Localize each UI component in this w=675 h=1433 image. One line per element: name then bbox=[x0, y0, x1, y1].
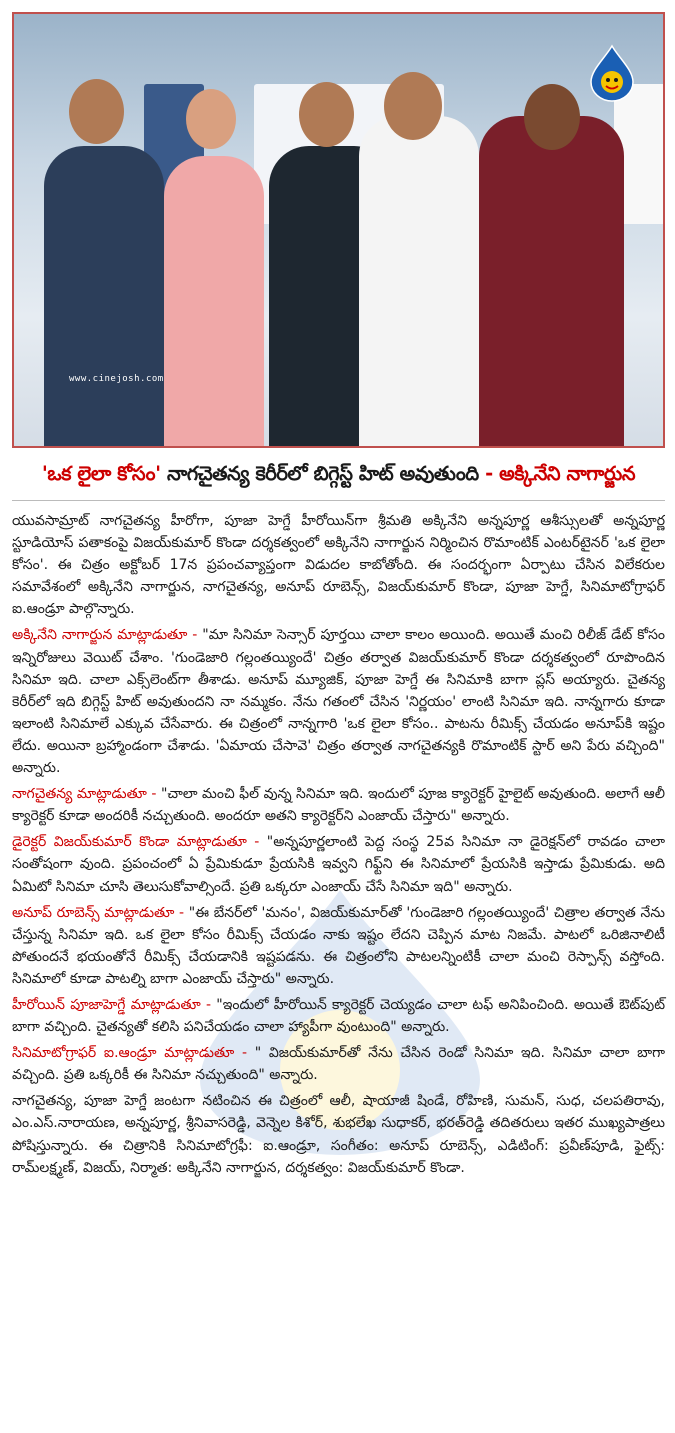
quote-paragraph bbox=[12, 783, 665, 827]
quote-text: "ఇందులో హీరోయిన్ క్యారెక్టర్ చెయ్యడం చాలా టఫ్ అనిపించింది. అయితే ఔట్‌పుట్ బాగా వచ్చింది. చైతన్యతో కలిసి పనిచేయడం చాలా హ్యాపీగా వుంటుంది" అన్నారు. bbox=[12, 996, 665, 1036]
person-1 bbox=[44, 146, 164, 446]
quote-text: " విజయ్‌కుమార్‌తో నేను చేసిన రెండో సినిమా ఇది. సినిమా చాలా బాగా వచ్చింది. ప్రతి ఒక్కరికీ ఈ సినిమా నచ్చుతుంది" అన్నారు. bbox=[12, 1045, 665, 1084]
headline bbox=[12, 462, 665, 490]
person-4-head bbox=[384, 72, 442, 140]
person-4 bbox=[359, 116, 479, 446]
quote-text: "చాలా మంచి ఫీల్ వున్న సినిమా ఇది. ఇందులో పూజ క్యారెక్టర్ హైలైట్ అవుతుంది. అలాగే ఆలీ క్యారెక్టర్ కూడా అందరికీ నచ్చుతుంది. అందరూ అతని క్యారెక్టర్‌ని ఎంజాయ్ చేస్తారు" అన్నారు. bbox=[12, 786, 665, 825]
photo-watermark: www.cinejosh.com bbox=[69, 374, 164, 384]
person-5 bbox=[479, 116, 624, 446]
quote-text: "అన్నపూర్ణలాంటి పెద్ద సంస్థ 25వ సినిమా నా డైరెక్షన్‌లో రావడం చాలా సంతోషంగా వుంది. ప్రపంచంలో ఏ ప్రేమికుడూ ప్రేయసికి ఇవ్వని గిఫ్ట్‌ని ఈ సినిమాలో ప్రేయసికి ఇస్తాడు ప్రేమికుడు. అది ఏమిటో సినిమా చూసి తెలుసుకోవాల్సిందే. ప్రతి ఒక్కరూ ఎంజాయ్ చేసే సినిమా ఇది" అన్నారు. bbox=[12, 834, 666, 895]
headline-speaker: - అక్కినేని నాగార్జున bbox=[485, 462, 636, 485]
person-5-head bbox=[524, 84, 580, 150]
quote-speaker: సినిమాటోగ్రాఫర్ ఐ.ఆండ్రూ మాట్లాడుతూ - bbox=[12, 1045, 255, 1062]
headline-film-title: 'ఒక లైలా కోసం' bbox=[41, 462, 161, 485]
quote-speaker: అక్కినేని నాగార్జున మాట్లాడుతూ - bbox=[12, 627, 203, 644]
article-body bbox=[12, 510, 665, 1183]
quote-text: "మా సినిమా సెన్సార్ పూర్తయి చాలా కాలం అయింది. అయితే మంచి రిలీజ్ డేట్ కోసం ఇన్నిరోజులు వెయిట్ చేశాం. 'గుండెజారి గల్లంతయ్యిందే' చిత్రం తర్వాత విజయ్‌కుమార్ కొండా దర్శకత్వంలో రూపొందిన సినిమా ఇది. చాలా ఎక్స్‌లెంట్‌గా తీశాడు. అనూప్ మ్యూజిక్, పూజా హెగ్డే ఈ సినిమాకి బాగా ప్లస్ అయ్యారు. చైతన్య కెరీర్‌లో ఇది బిగ్గెస్ట్ హిట్ అవుతుందని నా నమ్మకం. నేను గతంలో చేసిన 'నిర్ణయం' లాంటి సినిమా ఇది. నాన్నగారు కూడా ఇలాంటి సినిమాలే ఎక్కువ చేసేవారు. ఈ చిత్రంలో నాన్నగారి 'ఒక లైలా కోసం.. పాటను రీమిక్స్ చేయడం అనూప్‌కి ఇష్టం లేదు. అయినా బ్రహ్మాండంగా చేశాడు. 'ఏమాయ చేసావె' చిత్రం తర్వాత నాగచైతన్యకి రొమాంటిక్ స్టార్ అని పేరు వచ్చింది" అన్నారు. bbox=[12, 627, 665, 777]
quote-speaker: అనూప్ రూబెన్స్ మాట్లాడుతూ - bbox=[12, 904, 189, 921]
headline-text: నాగచైతన్య కెరీర్‌లో బిగ్గెస్ట్ హిట్ అవుతుంది bbox=[160, 462, 486, 485]
article-intro: యువసామ్రాట్ నాగచైతన్య హీరోగా, పూజా హెగ్డే హీరోయిన్‌గా శ్రీమతి అక్కినేని అన్నపూర్ణ ఆశీస్సులతో అన్నపూర్ణ స్టూడియోస్ పతాకంపై విజయ్‌కుమార్ కొండా దర్శకత్వంలో అక్కినేని నాగార్జున నిర్మించిన రొమాంటిక్ ఎంటర్‌టైనర్ 'ఒక లైలా కోసం'. ఈ చిత్రం అక్టోబర్ 17న ప్రపంచవ్యాప్తంగా విడుదల కాబోతోంది. ఈ సందర్భంగా ఏర్పాటు చేసిన విలేకరుల సమావేశంలో అక్కినేని నాగార్జున, నాగచైతన్య, అనూప్ రూబెన్స్, విజయ్‌కుమార్ కొండా, పూజా హెగ్డే, సినిమాటోగ్రాఫర్ ఐ.ఆండ్రూ పాల్గొన్నారు. bbox=[12, 513, 665, 618]
quote-paragraph bbox=[12, 831, 665, 897]
quote-paragraph bbox=[12, 902, 665, 990]
quote-speaker: హీరోయిన్ పూజాహెగ్డే మాట్లాడుతూ - bbox=[12, 996, 217, 1013]
headline-divider bbox=[12, 500, 665, 501]
press-meet-photo bbox=[12, 12, 665, 448]
quote-speaker: నాగచైతన్య మాట్లాడుతూ - bbox=[12, 786, 161, 803]
quote-text: "ఈ బేనర్‌లో 'మనం', విజయ్‌కుమార్‌తో 'గుండెజారి గల్లంతయ్యిందే' చిత్రాల తర్వాత నేను చేస్తున్న సినిమా ఇది. ఒక లైలా కోసం రీమిక్స్ చేయడం నాకు ఇష్టం లేదని చెప్పిన మాట నిజమే. పాటలో ఒరిజినాలిటీ పోతుందనే భయంతోనే రీమిక్స్ చేయడానికి ఇష్టపడను. ఈ చిత్రంలోని పాటలన్నింటికీ చాలా మంచి రెస్పాన్స్ వస్తోంది. సినిమాలో కూడా పాటల్ని బాగా ఎంజాయ్ చేస్తారు" అన్నారు. bbox=[12, 904, 665, 987]
quote-paragraph bbox=[12, 994, 665, 1038]
quote-speaker: డైరెక్టర్ విజయ్‌కుమార్ కొండా మాట్లాడుతూ - bbox=[12, 834, 267, 851]
article-closing: నాగచైతన్య, పూజా హెగ్డే జంటగా నటించిన ఈ చిత్రంలో ఆలీ, షాయాజీ షిండే, రోహిణి, సుమన్, సుధ, చలపతిరావు, ఎం.ఎస్.నారాయణ, అన్నపూర్ణ, శ్రీనివాసరెడ్డి, వెన్నెల కిశోర్, శుభలేఖ సుధాకర్, భరత్‌రెడ్డి తదితరులు ఇతర ముఖ్యపాత్రలు పోషిస్తున్నారు. ఈ చిత్రానికి సినిమాటోగ్రఫీ: ఐ.ఆండ్రూ, సంగీతం: అనూప్ రూబెన్స్, ఎడిటింగ్: ప్రవీణ్‌పూడి, ఫైట్స్: రామ్‌లక్ష్మణ్, విజయ్, నిర్మాత: అక్కినేని నాగార్జున, దర్శకత్వం: విజయ్‌కుమార్ కొండా. bbox=[12, 1093, 665, 1176]
quote-paragraph bbox=[12, 624, 665, 779]
quote-paragraph bbox=[12, 1042, 665, 1086]
person-2-head bbox=[186, 89, 236, 149]
person-1-head bbox=[69, 79, 124, 144]
person-3-head bbox=[299, 82, 354, 147]
cinejosh-logo-icon bbox=[589, 44, 635, 102]
person-2 bbox=[164, 156, 264, 446]
